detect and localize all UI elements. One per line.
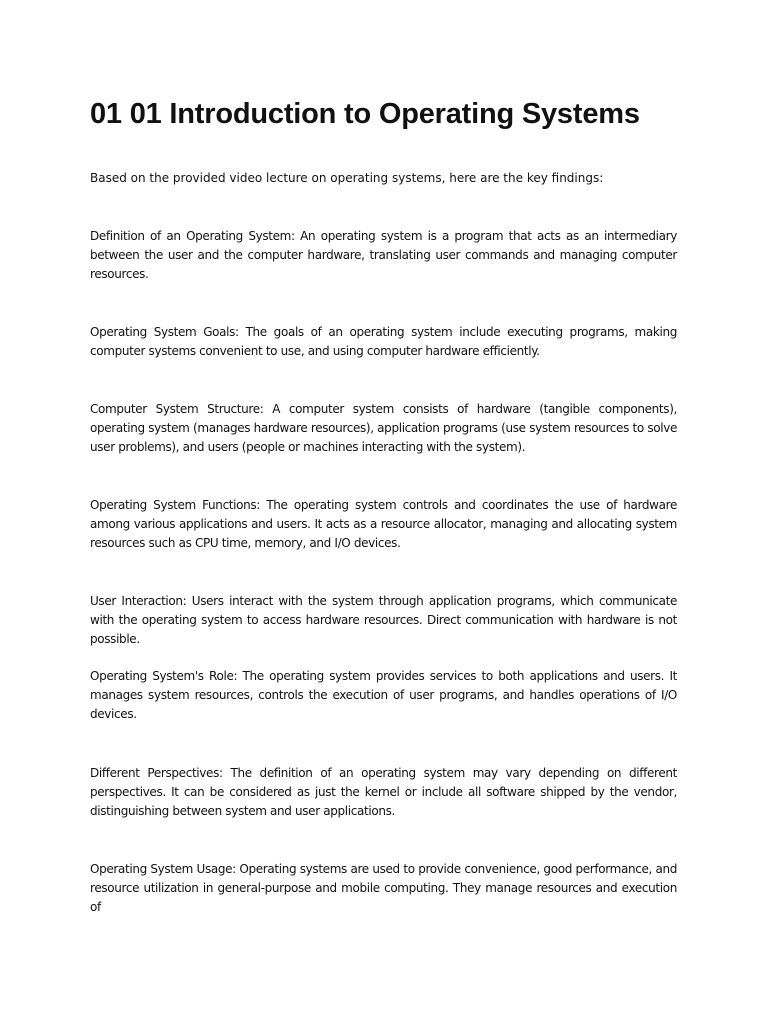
paragraph-os-usage: Operating System Usage: Operating systems are used to provide convenience, good performance, and resource utilization in general-purpose and mobile computing. They manage resources and execution of [90, 862, 677, 915]
paragraph-os-goals: Operating System Goals: The goals of an operating system include executing programs, making computer systems convenient to use, and using computer hardware efficiently. [90, 325, 677, 359]
document-title: 01 01 Introduction to Operating Systems [90, 98, 640, 130]
paragraph-os-functions: Operating System Functions: The operating system controls and coordinates the use of hardware among various applications and users. It acts as a resource allocator, managing and allocating system resources such as CPU time, memory, and I/O devices. [90, 498, 677, 551]
paragraph-os-definition: Definition of an Operating System: An operating system is a program that acts as an intermediary between the user and the computer hardware, translating user commands and managing computer resources. [90, 229, 677, 282]
intro-paragraph: Based on the provided video lecture on operating systems, here are the key findings: [90, 171, 604, 185]
paragraph-different-perspectives: Different Perspectives: The definition of an operating system may vary depending on different perspectives. It can be considered as just the kernel or include all software shipped by the vendor, distinguishing between system and user applications. [90, 766, 677, 819]
paragraph-user-interaction: User Interaction: Users interact with the system through application programs, which communicate with the operating system to access hardware resources. Direct communication with hardware is not possible. [90, 594, 677, 647]
paragraph-os-role: Operating System's Role: The operating system provides services to both applications and users. It manages system resources, controls the execution of user programs, and handles operations of I/O devices. [90, 669, 677, 722]
paragraph-computer-system-structure: Computer System Structure: A computer system consists of hardware (tangible components), operating system (manages hardware resources), application programs (use system resources to solve user problems), and users (people or machines interacting with the system). [90, 402, 677, 455]
